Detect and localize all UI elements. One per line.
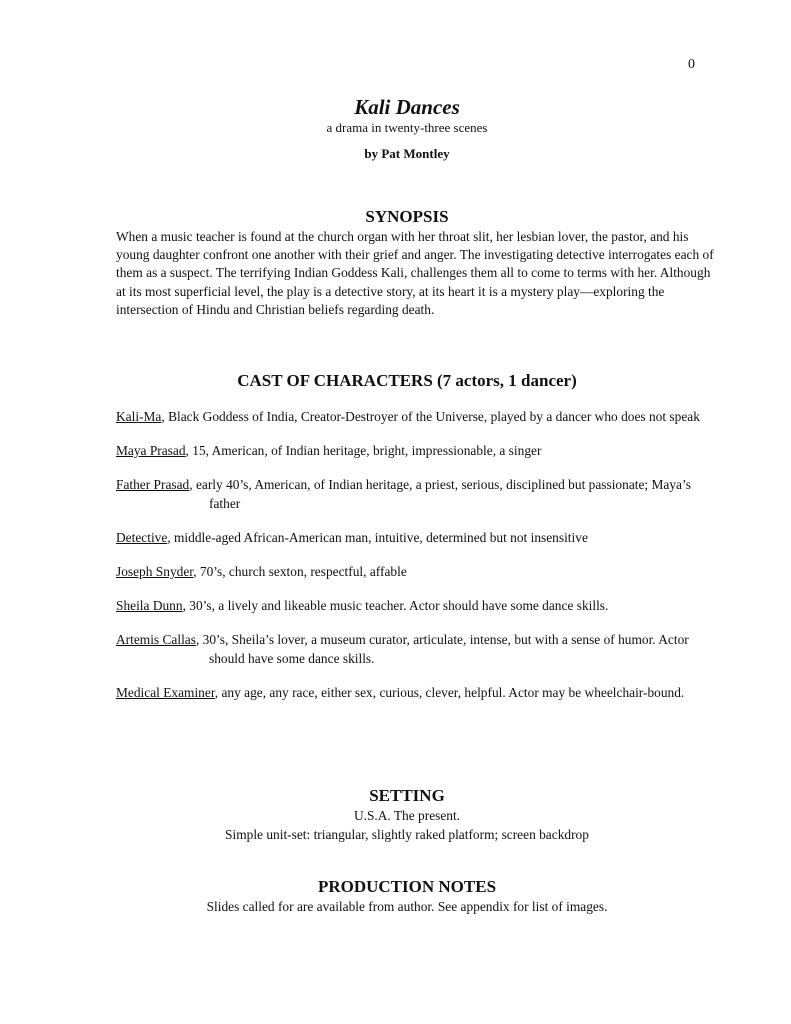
production-notes-section [0, 877, 791, 916]
cast-description: , 30’s, Sheila’s lover, a museum curator, articulate, intense, but with a sense of humor. Actor should have some dance skills. [195, 632, 689, 666]
cast-heading: CAST OF CHARACTERS (7 actors, 1 dancer) [237, 371, 577, 390]
cast-name: Sheila Dunn [116, 598, 183, 613]
cast-item-kali-ma [116, 407, 716, 426]
play-title: Kali Dances [354, 95, 460, 119]
cast-item-maya-prasad [116, 441, 716, 460]
setting-line-1: U.S.A. The present. [353, 808, 461, 823]
cast-description: , any age, any race, either sex, curious, clever, helpful. Actor may be wheelchair-bound. [214, 685, 685, 700]
page-number: 0 [688, 57, 695, 72]
synopsis-section [116, 207, 716, 319]
cast-description: , middle-aged African-American man, intuitive, determined but not insensitive [167, 530, 588, 545]
setting-line-2: Simple unit-set: triangular, slightly raked platform; screen backdrop [225, 827, 589, 842]
cast-item-detective [116, 528, 716, 547]
cast-name: Joseph Snyder [116, 564, 194, 579]
synopsis-text: When a music teacher is found at the church organ with her throat slit, her lesbian lover, the pastor, and his young daughter confront one another with their grief and anger. The investigating detective interrogates each of them as a suspect. The terrifying Indian Goddess Kali, challenges them all to come to terms with her. Although at its most superficial level, the play is a detective story, at its heart it is a mystery play—exploring the intersection of Hindu and Christian beliefs regarding death. [116, 229, 714, 317]
cast-description: , early 40’s, American, of Indian heritage, a priest, serious, disciplined but passionate; Maya’s father [189, 477, 691, 511]
cast-item-joseph-snyder [116, 562, 716, 581]
cast-name: Kali-Ma [116, 409, 162, 424]
cast-name: Father Prasad [116, 477, 190, 492]
cast-name: Detective [116, 530, 168, 545]
cast-description: , 15, American, of Indian heritage, bright, impressionable, a singer [185, 443, 542, 458]
cast-description: , 70’s, church sexton, respectful, affable [193, 564, 407, 579]
setting-section [0, 786, 791, 844]
cast-name: Medical Examiner [116, 685, 215, 700]
cast-name: Maya Prasad [116, 443, 186, 458]
title-block [0, 94, 791, 162]
production-notes-heading: PRODUCTION NOTES [317, 877, 497, 896]
play-subtitle: a drama in twenty-three scenes [326, 120, 488, 135]
cast-item-father-prasad [116, 475, 716, 513]
production-notes-text: Slides called for are available from author. See appendix for list of images. [206, 899, 608, 914]
play-author: by Pat Montley [364, 146, 450, 161]
cast-description: , 30’s, a lively and likeable music teacher. Actor should have some dance skills. [182, 598, 609, 613]
cast-item-sheila-dunn [116, 596, 716, 615]
cast-section [116, 371, 716, 717]
cast-item-medical-examiner [116, 683, 716, 702]
synopsis-heading: SYNOPSIS [365, 207, 449, 226]
cast-item-artemis-callas [116, 630, 716, 668]
cast-name: Artemis Callas [116, 632, 196, 647]
cast-list [116, 407, 716, 702]
setting-heading: SETTING [369, 786, 445, 805]
cast-description: , Black Goddess of India, Creator-Destroyer of the Universe, played by a dancer who does not speak [161, 409, 700, 424]
